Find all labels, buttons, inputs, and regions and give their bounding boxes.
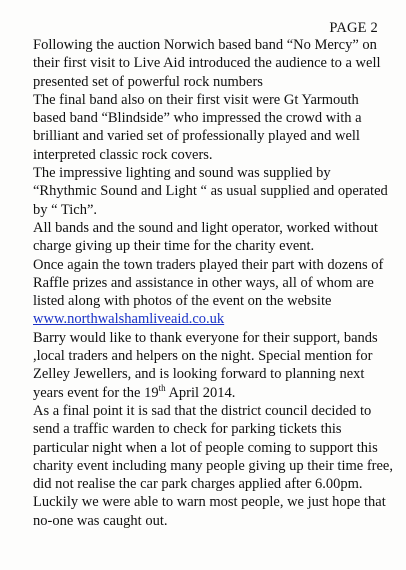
website-link-line xyxy=(33,310,393,328)
paragraph-lighting-sound: The impressive lighting and sound was supplied by “Rhythmic Sound and Light “ as usual supplied and operated by “ Tich”. xyxy=(33,165,388,218)
thanks-date-text: April 2014. xyxy=(165,384,236,401)
thanks-text: Barry would like to thank everyone for their support, bands ,local traders and helpers on the night. Special mention for Zelley Jewellers, and is looking forward to planning next years event for the 19 xyxy=(33,329,378,401)
paragraph-blindside: The final band also on their first visit were Gt Yarmouth based band “Blindside” who impressed the crowd with a brilliant and varied set of professionally played and well interpreted classic rock covers. xyxy=(33,91,362,163)
website-link[interactable]: www.northwalshamliveaid.co.uk xyxy=(33,311,225,328)
paragraph-final-point: As a final point it is sad that the district council decided to send a traffic warden to check for parking tickets this particular night when a lot of people coming to support this charity event including many people giving up their time free, did not realise the car park charges applied after 6.00pm. Luckily we were able to warn most people, we just hope that no-one was caught out. xyxy=(33,402,393,529)
paragraph-operators: All bands and the sound and light operator, worked without charge giving up their time for the charity event. xyxy=(33,219,378,255)
ordinal-suffix: th xyxy=(158,382,166,393)
article-body xyxy=(33,36,393,530)
page-number: PAGE 2 xyxy=(329,20,378,36)
paragraph-town-traders: Once again the town traders played their part with dozens of Raffle prizes and assistance in other ways, all of whom are listed along with photos of the event on the website xyxy=(33,256,384,310)
paragraph-thanks xyxy=(33,329,393,402)
paragraph-no-mercy: Following the auction Norwich based band “No Mercy” on their first visit to Live Aid introduced the audience to a well presented set of powerful rock numbers xyxy=(33,37,381,90)
